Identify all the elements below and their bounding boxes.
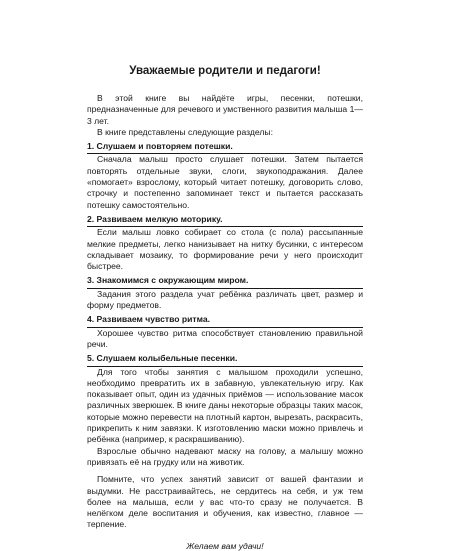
section-text-1: Сначала малыш просто слушает потешки. Затем пытается повторять отдельные звуки, слоги, звукоподражания. Далее «помогает» взрослому, который читает потешку, договорить слово, строчку и постепенно запоминает текст и пытается рассказать потешку самостоятельно. — [87, 154, 363, 210]
intro-sections-line: В книге представлены следующие разделы: — [97, 126, 273, 137]
outro-paragraph: Помните, что успех занятий зависит от вашей фантазии и выдумки. Не расстраивайтесь, не сердитесь на себя, и уж тем более на малыша, если у вас что-то сразу не получается. В нелёгком деле воспитания и обучения, как известно, главное — терпение. — [87, 474, 363, 530]
body-text — [87, 93, 363, 531]
section-heading-1: 1. Слушаем и повторяем потешки. — [87, 141, 363, 154]
section-text-3: Задания этого раздела учат ребёнка различать цвет, размер и форму предметов. — [87, 288, 363, 311]
page-title: Уважаемые родители и педагоги! — [129, 65, 321, 77]
intro-paragraph: В этой книге вы найдёте игры, песенки, потешки, предназначенные для речевого и умственного развития малыша 1—3 лет. — [87, 93, 363, 126]
closing-wish: Желаем вам удачи! — [186, 540, 264, 551]
section-text-2: Если малыш ловко собирает со стола (с пола) рассыпанные мелкие предметы, легко нанизывает на нитку бусинки, с интересом складывает мозаику, то формирование речи у него происходит быстрее. — [87, 227, 363, 272]
section-heading-3: 3. Знакомимся с окружающим миром. — [87, 275, 363, 288]
section-text-5b: Взрослые обычно надевают маску на голову, а малышу можно привязать её на грудку или на животик. — [87, 445, 363, 467]
section-heading-5: 5. Слушаем колыбельные песенки. — [87, 353, 363, 366]
section-heading-4: 4. Развиваем чувство ритма. — [87, 314, 363, 327]
section-heading-2: 2. Развиваем мелкую моторику. — [87, 214, 363, 227]
section-text-4: Хорошее чувство ритма способствует становлению правильной речи. — [87, 327, 363, 349]
section-text-5a: Для того чтобы занятия с малышом проходили успешно, необходимо превратить их в забавную, увлекательную игру. Как показывает опыт, один из удачных приёмов — использование масок различных зверюшек. В книге даны некоторые образцы таких масок, которые можно перевести на плотный картон, вырезать, раскрасить, прикрепить к ним завязки. К изготовлению маски можно привлечь и ребёнка (например, к раскрашиванию). — [87, 366, 363, 445]
